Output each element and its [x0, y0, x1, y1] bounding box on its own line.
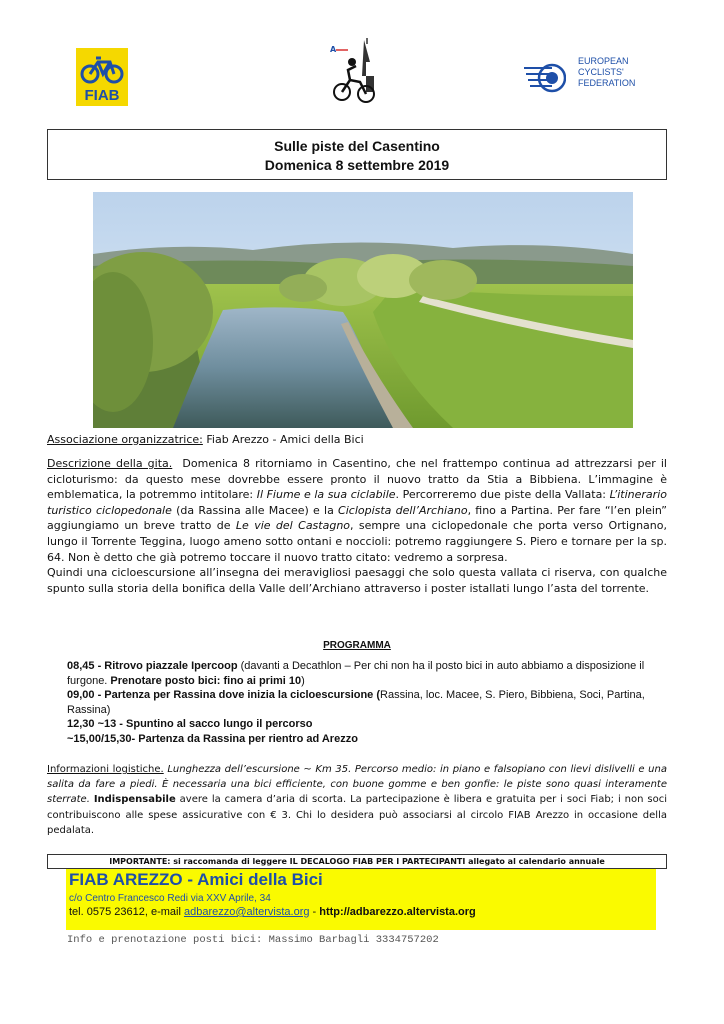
logistics-info — [47, 762, 667, 838]
description-italic: Il Fiume e la sua ciclabile — [256, 488, 396, 502]
logistics-bold: Indispensabile — [93, 794, 176, 806]
logistics-label: Informazioni logistiche. — [47, 764, 164, 775]
ecf-line-2: CYCLISTS' — [578, 67, 624, 77]
description-italic: Le vie del Castagno — [235, 519, 351, 533]
logistics-text: avere la camera d’aria di scorta. La partecipazione è libera e gratuita per i soci Fiab; i non soci contribuiscono alle spese assicurative con € 3. Chi lo desidera può associarsi al circolo FIAB Arezzo in occasione della pedalata. — [47, 794, 667, 836]
program-item: 08,45 - Ritrovo piazzale Ipercoop (davanti a Decathlon – Per chi non ha il posto bici in auto abbiamo a disposizione il furgone. Prenotare posto bici: fino ai primi 10) — [67, 660, 645, 687]
important-notice: IMPORTANTE: si raccomanda di leggere IL DECALOGO FIAB PER I PARTECIPANTI allegato al calendario annuale — [47, 854, 667, 869]
association-label: Associazione organizzatrice: — [47, 433, 203, 446]
fiab-logo-text: FIAB — [84, 87, 120, 104]
description-text: , fino a Partina. Per fare “l’en plein” aggiungiamo un breve tratto de — [47, 503, 667, 533]
association-line — [47, 432, 667, 448]
trip-description — [47, 456, 667, 596]
footer-org-name: FIAB AREZZO - Amici della Bici — [69, 870, 323, 889]
event-date: Domenica 8 settembre 2019 — [264, 157, 450, 173]
footer-address: c/o Centro Francesco Redi via XXV Aprile, 34 — [69, 893, 271, 904]
program-item: 12,30 ~13 - Spuntino al sacco lungo il percorso — [67, 718, 313, 731]
fiab-logo — [76, 48, 128, 106]
description-text: . Percorreremo due piste della Vallata: — [395, 488, 610, 502]
svg-text:A: A — [330, 45, 337, 54]
booking-info: Info e prenotazione posti bici: Massimo Barbagli 3334757202 — [67, 934, 439, 946]
association-value: Fiab Arezzo - Amici della Bici — [206, 433, 364, 446]
page-title: Sulle piste del Casentino — [274, 138, 440, 154]
program-list — [67, 659, 667, 747]
program-title: PROGRAMMA — [323, 640, 391, 651]
description-text: (da Rassina alle Macee) e la — [171, 503, 339, 517]
email-link[interactable]: adbarezzo@altervista.org — [183, 906, 310, 918]
bicycle-icon — [76, 48, 128, 88]
title-box — [47, 129, 667, 180]
logistics-text: Lunghezza dell’escursione ~ Km 35. Percorso medio: in piano e falsopiano con lievi dislivelli e una salita da fare a piedi. È necessaria una bici efficiente, con buone gomme e ben gonfie: le piste sono quasi interamente sterrate. — [47, 764, 667, 806]
footer-phone: tel. 0575 23612, e-mail — [69, 906, 184, 918]
description-text: Domenica 8 ritorniamo in Casentino, che nel frattempo continua ad attrezzarsi per il cicloturismo: da questo mese dovrebbe essere pronto il nuovo tratto da Stia a Bibbiena. L’immagine è emblematica, la potremmo intitolare: — [47, 457, 667, 502]
cyclist-church-logo — [326, 36, 390, 106]
footer-banner — [66, 869, 656, 930]
program-item: 09,00 - Partenza per Rassina dove inizia la cicloescursione (Rassina, loc. Macee, S. Piero, Bibbiena, Soci, Partina, Rassina) — [67, 689, 645, 716]
ecf-line-1: EUROPEAN — [578, 56, 629, 66]
description-label: Descrizione della gita. — [47, 457, 173, 470]
ecf-line-3: FEDERATION — [578, 78, 636, 88]
river-landscape-photo — [93, 192, 633, 428]
footer-separator: - — [309, 906, 320, 918]
description-italic: Ciclopista dell’Archiano — [338, 503, 468, 517]
description-text: , sempre una ciclopedonale che porta verso Ortignano, lungo il Torrente Teggina, luogo ameno sotto ontani e noccioli: potremo raggiungere S. Piero e tornare per la sp. 64. Non è detto che già potremo toccare il nuovo tratto citato: vedremo a sorpresa. — [47, 519, 667, 564]
program-item: ~15,00/15,30- Partenza da Rassina per rientro ad Arezzo — [67, 732, 358, 745]
website-link[interactable]: http://adbarezzo.altervista.org — [319, 906, 476, 918]
description-italic: L’itinerario turistico ciclopedonale — [47, 488, 667, 517]
footer-contacts — [69, 906, 476, 918]
ecf-logo — [522, 56, 652, 102]
description-paragraph-2: Quindi una cicloescursione all’insegna dei meravigliosi paesaggi che solo questa vallata ci riserva, con qualche spunto sulla storia della bonifica della Valle dell’Archiano attraverso i poster istallati lungo l’asta del torrente. — [47, 566, 667, 595]
